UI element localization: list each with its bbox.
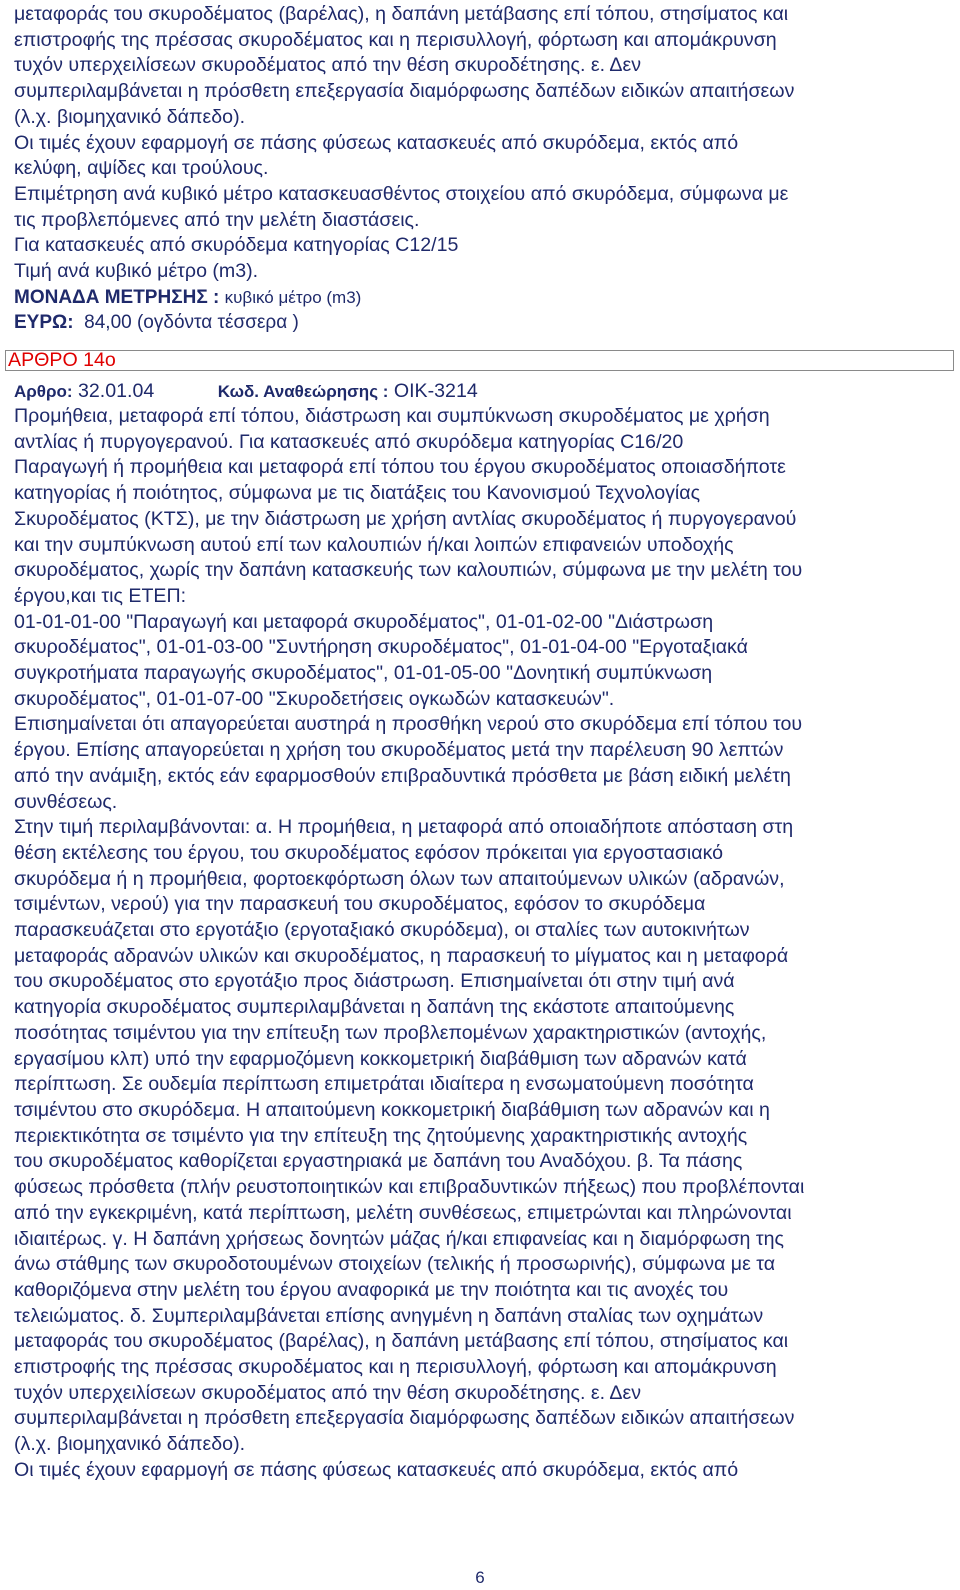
text-line: τις προβλεπόμενες από την μελέτη διαστάσεις. (14, 208, 420, 231)
text-line: Για κατασκευές από σκυρόδεμα κατηγορίας C12/15 (14, 234, 459, 257)
text-line: από την εγκεκριμένη, κατά περίπτωση, μελέτη συνθέσεως, επιμετρώνται και πληρώνονται (14, 1201, 792, 1224)
text-line: συνθέσεως. (14, 790, 118, 813)
text-line: έργου. Επίσης απαγορεύεται η χρήση του σκυροδέματος μετά την παρέλευση 90 λεπτών (14, 739, 784, 762)
unit-value: κυβικό μέτρο (m3) (224, 287, 362, 307)
unit-label: ΜΟΝΑΔΑ ΜΕΤΡΗΣΗΣ : (14, 286, 220, 308)
text-line: καθοριζόμενα στην μελέτη του έργου αναφορικά με την ποιότητα και τις ανοχές του (14, 1278, 729, 1301)
text-line: σκυροδέματος", 01-01-03-00 "Συντήρηση σκυροδέματος", 01-01-04-00 "Εργοταξιακά (14, 636, 748, 659)
text-line: αντλίας ή πυργογερανού. Για κατασκευές από σκυρόδεμα κατηγορίας C16/20 (14, 430, 684, 453)
text-line: Επιμέτρηση ανά κυβικό μέτρο κατασκευασθέντος στοιχείου από σκυρόδεμα, σύμφωνα με (14, 182, 789, 205)
text-line: κατηγορίας ή ποιότητος, σύμφωνα με τις διατάξεις του Κανονισμού Τεχνολογίας (14, 482, 701, 505)
text-line: Παραγωγή ή προμήθεια και μεταφορά επί τόπου του έργου σκυροδέματος οποιασδήποτε (14, 456, 786, 479)
text-line: τελειώματος. δ. Συμπεριλαμβάνεται επίσης ανηγμένη η δαπάνη σταλίας των οχημάτων (14, 1304, 764, 1327)
text-line: επιστροφής της πρέσσας σκυροδέματος και η περισυλλογή, φόρτωση και απομάκρυνση (14, 28, 777, 51)
text-line: τυχόν υπερχειλίσεων σκυροδέματος από την θέση σκυροδέτησης. ε. Δεν (14, 54, 642, 77)
article-body (14, 404, 804, 1484)
text-line: Στην τιμή περιλαμβάνονται: α. Η προμήθεια, η μεταφορά από οποιαδήποτε απόσταση στη (14, 816, 794, 839)
text-line: μεταφοράς του σκυροδέματος (βαρέλας), η δαπάνη μετάβασης επί τόπου, στησίματος και (14, 1330, 789, 1353)
text-line: έργου,και τις ΕΤΕΠ: (14, 584, 187, 607)
text-line: Τιμή ανά κυβικό μέτρο (m3). (14, 260, 259, 283)
text-line: Σκυροδέματος (ΚΤΣ), με την διάστρωση με χρήση αντλίας σκυροδέματος ή πυργογερανού (14, 507, 797, 530)
text-line: από την ανάμιξη, εκτός εάν εφαρμοσθούν επιβραδυντικά πρόσθετα με βάση ειδική μελέτη (14, 764, 791, 787)
article-number-label: Αρθρο: (14, 382, 73, 401)
text-line: μεταφοράς αδρανών υλικών και σκυροδέματος, η παρασκευή το μίγματος και η μεταφορά (14, 944, 789, 967)
top-text-block (14, 2, 794, 336)
text-line: και την συμπύκνωση αυτού επί των καλουπιών ή/και λοιπών επιφανειών υποδοχής (14, 533, 734, 556)
text-line: Επισημαίνεται ότι απαγορεύεται αυστηρά η προσθήκη νερού στο σκυρόδεμα επί τόπου του (14, 713, 803, 736)
revision-code-value: ΟΙΚ-3214 (393, 380, 478, 402)
text-line: θέση εκτέλεσης του έργου, του σκυροδέματος εφόσον πρόκειται για εργοστασιακό (14, 841, 724, 864)
text-line: περιεκτικότητα σε τσιμέντο για την επίτευξη της ζητούμενης χαρακτηριστικής αντοχής (14, 1124, 748, 1147)
euro-value: 84,00 (ογδόντα τέσσερα ) (84, 312, 299, 334)
text-line: σκυροδέματος, χωρίς την δαπάνη κατασκευής των καλουπιών, σύμφωνα με την μελέτη του (14, 559, 803, 582)
text-line: μεταφοράς του σκυροδέματος (βαρέλας), η δαπάνη μετάβασης επί τόπου, στησίματος και (14, 3, 789, 25)
text-line: (λ.χ. βιομηχανικό δάπεδο). (14, 105, 246, 128)
revision-code-label: Κωδ. Αναθεώρησης : (217, 382, 389, 401)
article-number-value: 32.01.04 (78, 380, 155, 402)
text-line: συμπεριλαμβάνεται η πρόσθετη επεξεργασία διαμόρφωσης δαπέδων ειδικών απαιτήσεων (14, 1407, 795, 1430)
text-line: τσιμέντων, νερού) για την παρασκευή του σκυροδέματος, εφόσον το σκυρόδεμα (14, 893, 706, 916)
text-line: του σκυροδέματος καθορίζεται εργαστηριακά με δαπάνη του Αναδόχου. β. Τα πάσης (14, 1150, 743, 1173)
text-line: Προμήθεια, μεταφορά επί τόπου, διάστρωση και συμπύκνωση σκυροδέματος με χρήση (14, 405, 770, 427)
text-line: Οι τιμές έχουν εφαρμογή σε πάσης φύσεως κατασκευές από σκυρόδεμα, εκτός από (14, 1458, 739, 1481)
article-header-box (5, 350, 954, 371)
text-line: συγκροτήματα παραγωγής σκυροδέματος", 01-01-05-00 "Δονητική συμπύκνωση (14, 662, 713, 685)
text-line: συμπεριλαμβάνεται η πρόσθετη επεξεργασία διαμόρφωσης δαπέδων ειδικών απαιτήσεων (14, 80, 795, 103)
page-number: 6 (475, 1568, 485, 1587)
text-line: Οι τιμές έχουν εφαρμογή σε πάσης φύσεως κατασκευές από σκυρόδεμα, εκτός από (14, 131, 739, 154)
text-line: τσιμέντου στο σκυρόδεμα. Η απαιτούμενη κοκκομετρική διαβάθμιση των αδρανών και η (14, 1098, 770, 1121)
price-euro (14, 310, 794, 336)
article-meta (14, 379, 478, 404)
text-line: ποσότητας τσιμέντου για την επίτευξη των προβλεπομένων χαρακτηριστικών (αντοχής, (14, 1021, 767, 1044)
text-line: επιστροφής της πρέσσας σκυροδέματος και η περισυλλογή, φόρτωση και απομάκρυνση (14, 1356, 777, 1379)
text-line: περίπτωση. Σε ουδεμία περίπτωση επιμετράται ιδιαίτερα η ενσωματούμενη ποσότητα (14, 1073, 754, 1096)
article-title: ΑΡΘΡΟ 14ο (8, 349, 116, 371)
text-line: παρασκευάζεται στο εργοτάξιο (εργοταξιακό σκυρόδεμα), οι σταλίες των αυτοκινήτων (14, 919, 750, 942)
text-line: 01-01-01-00 "Παραγωγή και μεταφορά σκυροδέματος", 01-01-02-00 "Διάστρωση (14, 610, 714, 633)
text-line: (λ.χ. βιομηχανικό δάπεδο). (14, 1433, 246, 1456)
text-line: εργασίμου κλπ) υπό την εφαρμοζόμενη κοκκομετρική διαβάθμιση των αδρανών κατά (14, 1047, 747, 1070)
text-line: σκυροδέματος", 01-01-07-00 "Σκυροδετήσεις ογκωδών κατασκευών". (14, 687, 615, 710)
text-line: σκυρόδεμα ή η προμήθεια, φορτοεκφόρτωση όλων των απαιτούμενων υλικών (αδρανών, (14, 867, 785, 890)
text-line: ιδιαιτέρως. γ. Η δαπάνη χρήσεως δονητών μάζας ή/και επιφανείας και η διαμόρφωση της (14, 1227, 784, 1250)
unit-of-measure (14, 285, 794, 311)
text-line: άνω στάθμης των σκυροδοτουμένων στοιχείων (τελικής ή προσωρινής), σύμφωνα με τα (14, 1253, 776, 1276)
text-line: φύσεως πρόσθετα (πλήν ρευστοποιητικών και επιβραδυντικών πήξεως) που προβλέπονται (14, 1176, 805, 1199)
text-line: κελύφη, αψίδες και τρούλους. (14, 157, 269, 180)
text-line: τυχόν υπερχειλίσεων σκυροδέματος από την θέση σκυροδέτησης. ε. Δεν (14, 1381, 642, 1404)
text-line: του σκυροδέματος στο εργοτάξιο προς διάστρωση. Επισημαίνεται ότι στην τιμή ανά (14, 970, 735, 993)
text-line: κατηγορία σκυροδέματος συμπεριλαμβάνεται η δαπάνη της εκάστοτε απαιτούμενης (14, 996, 735, 1019)
euro-label: ΕΥΡΩ: (14, 312, 74, 334)
